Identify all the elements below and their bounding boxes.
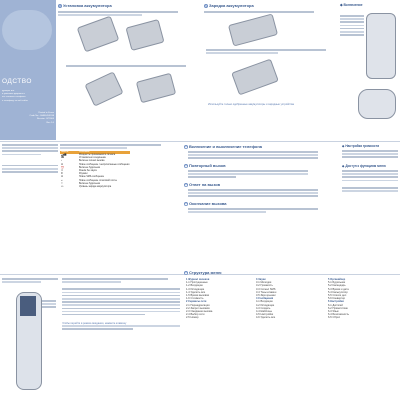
bottom-steps <box>62 278 180 332</box>
table-row: ✕ Режим без звука <box>61 170 97 172</box>
signal-icon: ▂▄▆ <box>61 153 67 156</box>
middle-left-text <box>2 144 58 174</box>
phone-illustration-2 <box>125 19 164 51</box>
volume-steps <box>342 150 398 158</box>
rev-line: Rev 1.0 <box>46 121 54 124</box>
bottom-note: Чтобы перейти в режим ожидания, нажмите клавишу <box>62 322 127 326</box>
callout-list <box>42 300 56 310</box>
redial-steps <box>188 170 308 178</box>
table-row: ✉ Новое SMS-сообщение <box>61 176 105 179</box>
menu-title: ◆ Структура меню <box>184 270 222 275</box>
lang-line: Russian. 07/2004 <box>36 118 54 121</box>
top-right-title: ◆ Включение <box>340 3 363 7</box>
table-row: ✉ Новое сообщение / непрочитанные сообщения <box>61 163 130 166</box>
cover-bottom <box>30 112 54 125</box>
cover-line: ете сотового телефона <box>2 96 26 99</box>
step-text <box>66 65 186 68</box>
horizontal-divider <box>0 141 400 142</box>
bottom-left <box>2 278 58 396</box>
cover-body <box>2 90 54 103</box>
phone-screen <box>20 296 36 316</box>
battery-icon: ▭ <box>61 186 64 189</box>
charger-phone-1 <box>228 13 278 46</box>
step-text <box>58 11 178 16</box>
roaming-icon: R <box>61 173 63 176</box>
menu-access-title: ◆ Доступ к функциям меню <box>342 163 386 168</box>
top-right-panel <box>340 3 398 138</box>
sms-icon: ✉ <box>61 176 63 179</box>
cover-panel <box>0 0 56 140</box>
cover-title: ОДСТВО <box>2 78 32 85</box>
charge-title: 2 Зарядка аккумулятора <box>205 3 254 8</box>
table-row: ⏱ Включен будильник <box>61 182 101 185</box>
menu-col-2: 3 Звуки 3-1 Мелодия 3-2 Громкость 3-3 Сигнал SMS 3-4 Тоны клавиш 3-5 Звук крышки 4 Сообщения 4-1 Входящие 4-2 Исходящие 4-3 Создать 4-4 Шаблоны 4-5 Настройки 4-6 Удалить все <box>256 278 277 320</box>
phone-side <box>358 89 396 119</box>
cover-swirl <box>2 10 52 50</box>
phone-front <box>366 13 396 79</box>
answer-steps <box>188 189 318 197</box>
phone-illustration-3 <box>84 71 123 106</box>
charger-phone-2 <box>231 59 279 96</box>
section-num: 1 <box>59 4 61 8</box>
menu-col-1: 1 Журнал звонков 1-1 Пропущенные 1-2 Входящие 1-3 Исходящие 1-4 Удалить все 1-5 Время вызовов 1-6 Стоимость 2 Сервисы сети 2-1 Переадресация 2-2 Запрет вызовов 2-3 Ожидание вызова 2-4 Выбор сети 2-5 Номер <box>186 278 213 320</box>
power-on-title: ◆ Включение и выключение телефона <box>184 144 262 149</box>
table-row: ♪ Включен сигнал вызова <box>61 160 105 163</box>
step-text <box>206 49 326 55</box>
label-list <box>340 15 364 37</box>
mute-icon: ✕ <box>61 170 63 172</box>
end-steps <box>188 208 318 213</box>
cover-line: о телефону, на веб-сайте <box>2 99 28 102</box>
middle-right <box>342 144 398 194</box>
alarm-on-icon: ⏱ <box>61 182 63 185</box>
cover-line: и указания здоровья и <box>2 93 25 96</box>
bell-icon: ♪ <box>61 160 63 163</box>
section-num: 2 <box>205 4 207 8</box>
end-call-title: ◆ Окончание вызова <box>184 200 227 206</box>
middle-center <box>184 144 334 217</box>
answer-title: ◆ Ответ на вызов <box>184 181 221 187</box>
col-header-icon: Значок <box>61 150 69 153</box>
charge-note: Используйте только одобренные аккумуляторы и зарядные устройства <box>208 103 294 106</box>
menu-col-3: 5 Органайзер 5-1 Будильник 5-2 Календарь 5-3 Время и дата 5-4 Калькулятор 5-5 Список дел 5-6 Конвертер 6 Настройки 6-1 Дисплей 6-2 Приветствие 6-3 Язык 6-4 Безопасность 6-5 Сброс <box>328 278 350 320</box>
table-row: ▂▄▆ Мощность принимаемого сигнала <box>61 153 116 156</box>
phone-illustration-1 <box>77 16 120 53</box>
volume-title: ◆ Настройка громкости <box>342 144 380 148</box>
table-row: ▭ Уровень заряда аккумулятора <box>61 186 112 189</box>
table-row: ∞ Новое сообщение голосовой почты <box>61 179 117 182</box>
icon-table <box>60 144 172 189</box>
table-row: ☎ Установлено соединение <box>61 157 106 160</box>
table-row: ⏰ Включен будильник <box>61 166 101 169</box>
power-steps <box>188 151 318 159</box>
envelope-icon: ✉ <box>61 163 63 166</box>
print-line: Printed in Korea <box>38 112 54 114</box>
table-row: R Роуминг <box>61 173 88 176</box>
icons-table <box>60 151 130 189</box>
voicemail-icon: ∞ <box>61 179 63 182</box>
alarm-icon: ⏰ <box>61 166 64 169</box>
menu-access-steps <box>342 170 398 181</box>
step-text <box>204 11 314 13</box>
battery-install-title: 1 Установка аккумулятора <box>59 3 112 8</box>
code-line: Code No.: GH68-05537A <box>29 115 54 118</box>
call-icon: ☎ <box>61 157 64 160</box>
col-header-desc: Описание <box>79 150 90 153</box>
battery-charge-section <box>204 3 336 106</box>
cover-line: дующие инс <box>2 90 15 92</box>
phone-illustration-4 <box>136 73 176 104</box>
redial-title: ◆ Повторный вызов <box>184 162 226 168</box>
menu-structure <box>184 270 398 320</box>
battery-install-section <box>58 3 198 17</box>
